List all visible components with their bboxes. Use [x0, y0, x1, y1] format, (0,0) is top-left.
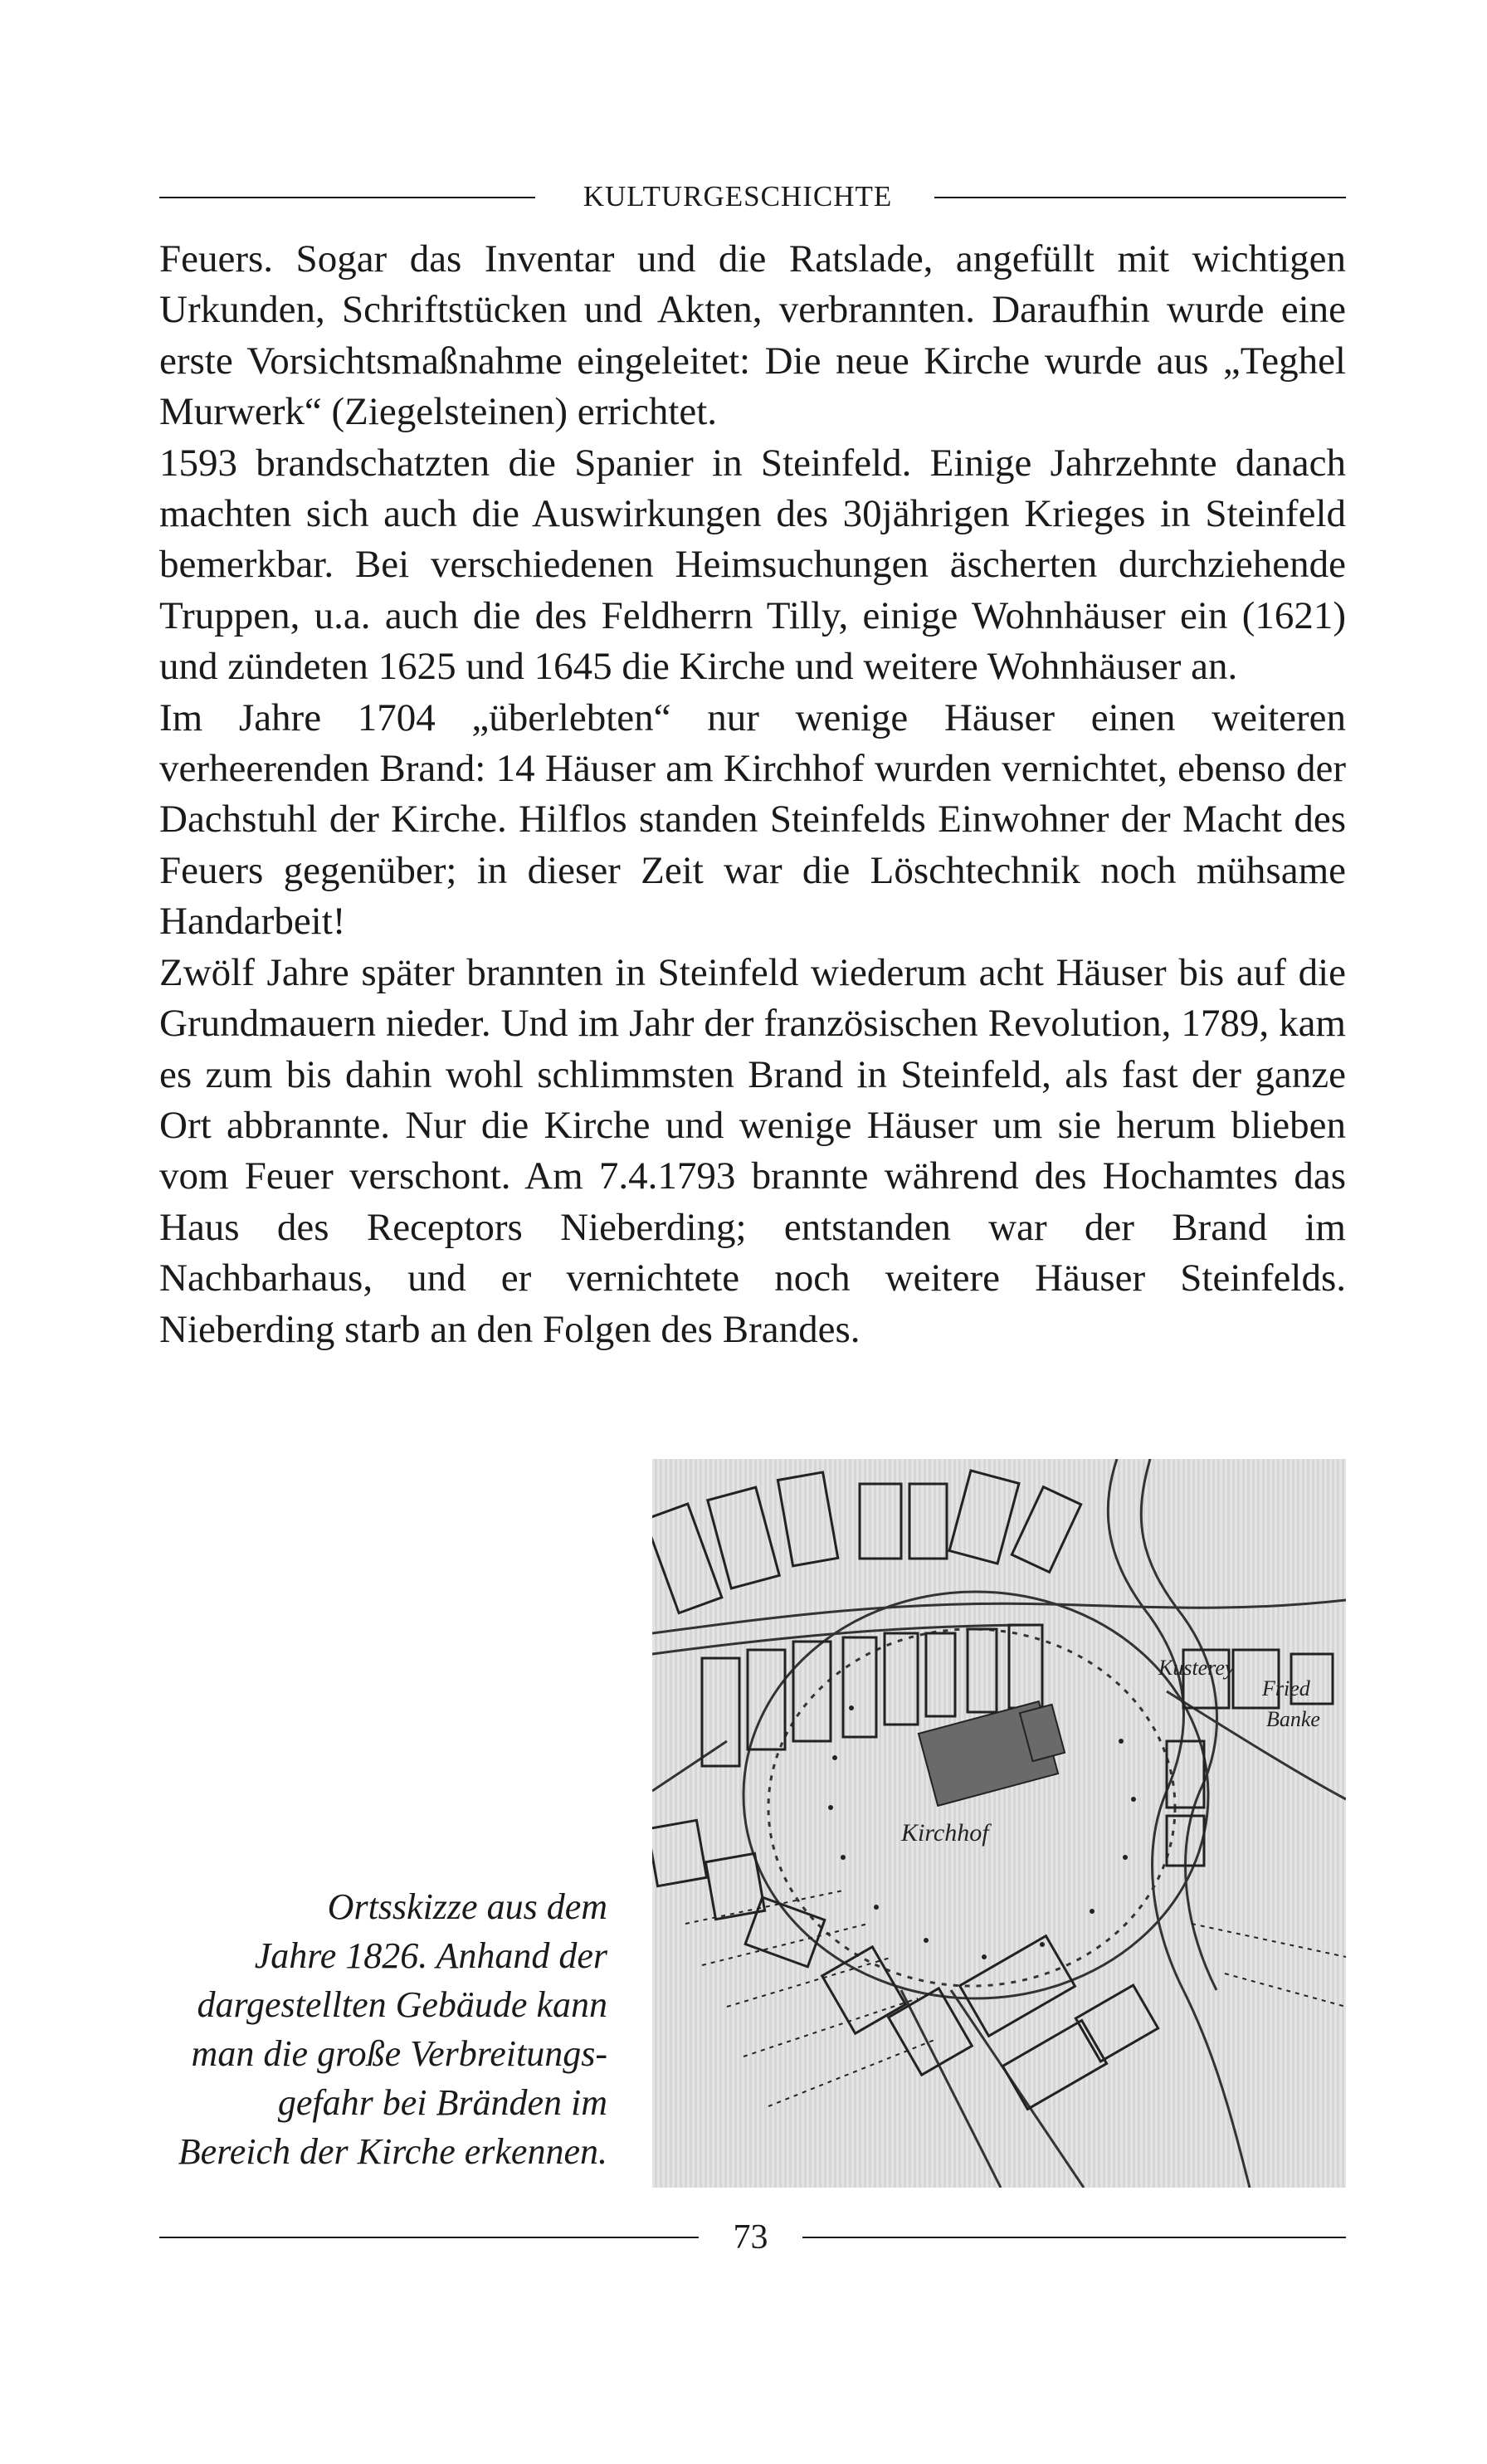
village-map-1826	[652, 1459, 1346, 2188]
caption-line: dargestellten Gebäude kann	[197, 1984, 607, 2025]
map-label-fried: Fried	[1262, 1676, 1310, 1700]
paragraph-2: 1593 brandschatzten die Spanier in Steinfeld. Einige Jahrzehnte danach machten sich auch die Auswirkungen des 30jährigen Krieges in Steinfeld bemerkbar. Bei verschiedenen Heimsuchungen äscherten durchziehende Truppen, u.a. auch die des Feldherrn Tilly, einige Wohnhäuser ein (1621) und zündeten 1625 und 1645 die Kirche und weitere Wohnhäuser an.	[159, 441, 1346, 689]
caption-line: Bereich der Kirche erkennen.	[178, 2131, 607, 2172]
figure-caption	[159, 1882, 607, 2176]
map-drawing	[652, 1459, 1346, 2188]
paragraph-1: Feuers. Sogar das Inventar und die Ratslade, angefüllt mit wichtigen Urkunden, Schriftstücken und Akten, verbrannten. Daraufhin wurde eine erste Vorsichtsmaßnahme eingeleitet: Die neue Kirche wurde aus „Teghel Murwerk“ (Ziegelsteinen) errichtet.	[159, 237, 1346, 434]
map-label-kirchhof: Kirchhof	[901, 1819, 989, 1847]
map-label-banke: Banke	[1266, 1707, 1320, 1731]
body-text	[159, 234, 1346, 1355]
footer-rule-right	[802, 2237, 1346, 2238]
caption-line: Jahre 1826. Anhand der	[254, 1935, 607, 1976]
paragraph-4: Zwölf Jahre später brannten in Steinfeld wiederum acht Häuser bis auf die Grundmauern nieder. Und im Jahr der französischen Revolution, 1789, kam es zum bis dahin wohl schlimmsten Brand in Steinfeld, als fast der ganze Ort abbrannte. Nur die Kirche und wenige Häuser um sie herum blieben vom Feuer verschont. Am 7.4.1793 brannte während des Hochamtes das Haus des Receptors Nieberding; entstanden war der Brand im Nachbarhaus, und er vernichtete noch weitere Häuser Steinfelds. Nieberding starb an den Folgen des Brandes.	[159, 950, 1346, 1351]
page-footer	[159, 2213, 1346, 2271]
header-title: KULTURGESCHICHTE	[583, 180, 893, 212]
map-label-kusterey: Kusterey	[1158, 1656, 1235, 1680]
header-rule-left	[159, 197, 535, 198]
footer-rule-left	[159, 2237, 699, 2238]
caption-line: gefahr bei Bränden im	[277, 2082, 607, 2123]
caption-line: man die große Verbreitungs-	[191, 2033, 607, 2074]
caption-line: Ortsskizze aus dem	[327, 1886, 607, 1927]
running-header	[159, 176, 1346, 217]
header-rule-right	[934, 197, 1346, 198]
paragraph-3: Im Jahre 1704 „überlebten“ nur wenige Häuser einen weiteren verheerenden Brand: 14 Häuser am Kirchhof wurden vernichtet, ebenso der Dachstuhl der Kirche. Hilflos standen Steinfelds Einwohner der Macht des Feuers gegenüber; in dieser Zeit war die Löschtechnik noch mühsame Handarbeit!	[159, 695, 1346, 944]
page-number: 73	[733, 2218, 768, 2257]
